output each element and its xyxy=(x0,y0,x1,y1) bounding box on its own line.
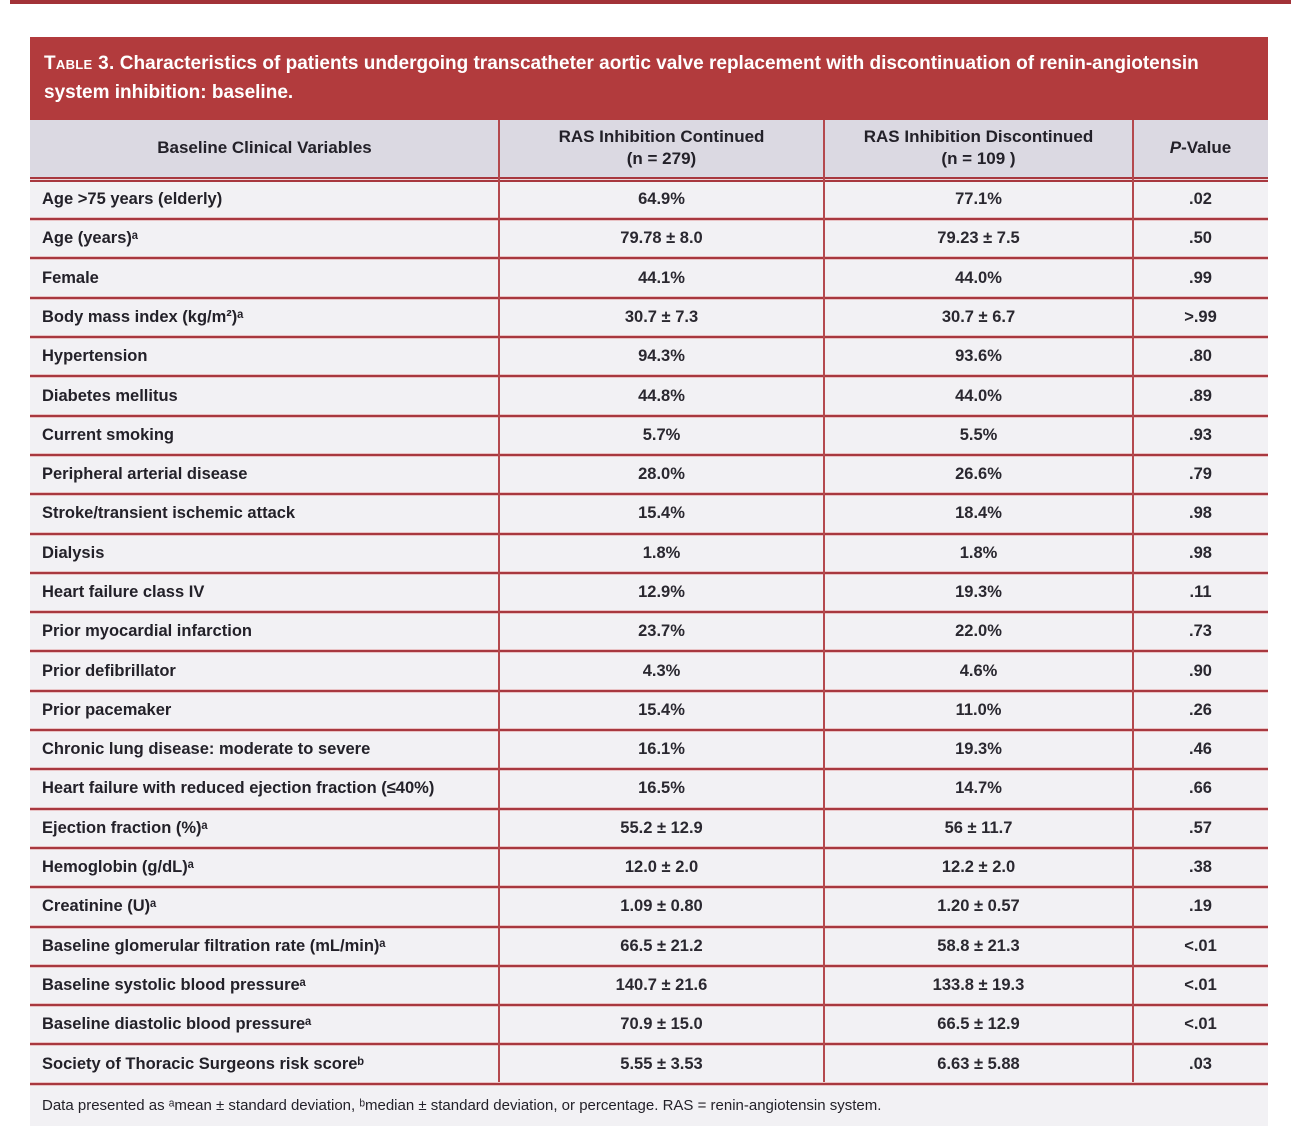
row-label: Dialysis xyxy=(42,543,105,562)
table-row xyxy=(30,929,1268,964)
row-label: Creatinine (U)ᵃ xyxy=(42,897,157,916)
ras-continued-value: 66.5 ± 21.2 xyxy=(620,936,703,955)
table-row xyxy=(30,850,1268,885)
ras-discontinued-value: 1.8% xyxy=(959,543,998,562)
ras-discontinued-value: 77.1% xyxy=(955,190,1002,209)
table-header-row xyxy=(30,120,1268,177)
row-label: Prior defibrillator xyxy=(42,661,176,680)
table-row xyxy=(30,771,1268,806)
p-value: .26 xyxy=(1189,700,1212,719)
p-value: .79 xyxy=(1189,465,1212,484)
footnote-text: Data presented as ᵃmean ± standard deviation, ᵇmedian ± standard deviation, or percentage. RAS = renin-angiotensin system. xyxy=(42,1097,882,1115)
p-value: .66 xyxy=(1189,779,1212,798)
p-value: .03 xyxy=(1189,1054,1212,1073)
table-footnote xyxy=(30,1086,1268,1126)
ras-continued-value: 5.7% xyxy=(642,425,681,444)
p-value: .19 xyxy=(1189,897,1212,916)
p-value: .93 xyxy=(1189,425,1212,444)
p-value: >.99 xyxy=(1184,307,1217,326)
ras-continued-value: 55.2 ± 12.9 xyxy=(620,818,703,837)
p-value: .11 xyxy=(1189,582,1212,601)
p-value: <.01 xyxy=(1184,1015,1217,1034)
ras-discontinued-value: 5.5% xyxy=(959,425,998,444)
ras-discontinued-value: 93.6% xyxy=(955,347,1002,366)
ras-continued-value: 30.7 ± 7.3 xyxy=(624,307,699,326)
ras-continued-value: 15.4% xyxy=(638,504,685,523)
ras-continued-value: 16.5% xyxy=(638,779,685,798)
column-divider-3 xyxy=(1132,120,1134,1082)
ras-discontinued-value: 133.8 ± 19.3 xyxy=(932,975,1025,994)
row-label: Prior myocardial infarction xyxy=(42,622,252,641)
ras-continued-value: 23.7% xyxy=(638,622,685,641)
table-row xyxy=(30,221,1268,256)
ras-discontinued-value: 58.8 ± 21.3 xyxy=(937,936,1020,955)
row-label: Prior pacemaker xyxy=(42,700,172,719)
row-label: Chronic lung disease: moderate to severe xyxy=(42,740,371,759)
table-row xyxy=(30,378,1268,413)
table-row xyxy=(30,457,1268,492)
ras-discontinued-value: 19.3% xyxy=(955,740,1002,759)
column-divider-2 xyxy=(823,120,825,1082)
row-label: Hypertension xyxy=(42,347,148,366)
row-label: Baseline systolic blood pressureᵃ xyxy=(42,975,306,994)
table-title-number: Table 3. xyxy=(44,53,115,74)
ras-discontinued-value: 44.0% xyxy=(955,268,1002,287)
ras-discontinued-value: 1.20 ± 0.57 xyxy=(937,897,1020,916)
table-row xyxy=(30,300,1268,335)
p-value: <.01 xyxy=(1184,936,1217,955)
table-body xyxy=(30,177,1268,1082)
table-row xyxy=(30,968,1268,1003)
row-label: Peripheral arterial disease xyxy=(42,465,248,484)
ras-continued-value: 12.9% xyxy=(638,582,685,601)
row-label: Female xyxy=(42,268,99,287)
p-value: .99 xyxy=(1189,268,1212,287)
p-value: .90 xyxy=(1189,661,1212,680)
ras-continued-value: 64.9% xyxy=(638,190,685,209)
table-row xyxy=(30,889,1268,924)
table-title xyxy=(30,37,1268,120)
row-label: Current smoking xyxy=(42,425,175,444)
ras-continued-value: 16.1% xyxy=(638,740,685,759)
row-label: Ejection fraction (%)ᵃ xyxy=(42,818,208,837)
header-p-value xyxy=(1133,120,1268,177)
row-label: Society of Thoracic Surgeons risk scoreᵇ xyxy=(42,1054,364,1073)
ras-discontinued-value: 30.7 ± 6.7 xyxy=(941,307,1016,326)
row-label: Stroke/transient ischemic attack xyxy=(42,504,296,523)
ras-discontinued-value: 66.5 ± 12.9 xyxy=(937,1015,1020,1034)
ras-continued-value: 140.7 ± 21.6 xyxy=(615,975,708,994)
table-row xyxy=(30,732,1268,767)
ras-discontinued-value: 44.0% xyxy=(955,386,1002,405)
p-value: .02 xyxy=(1189,190,1212,209)
ras-discontinued-value: 22.0% xyxy=(955,622,1002,641)
header-col4-label xyxy=(1170,137,1231,159)
header-p-italic: P xyxy=(1169,138,1182,158)
table-row xyxy=(30,653,1268,688)
ras-continued-value: 4.3% xyxy=(642,661,681,680)
p-value: .98 xyxy=(1189,543,1212,562)
header-ras-continued xyxy=(499,120,824,177)
table-3 xyxy=(30,37,1268,1126)
row-label: Heart failure with reduced ejection fraction (≤40%) xyxy=(42,779,435,798)
header-baseline-clinical-variables xyxy=(30,120,499,177)
ras-continued-value: 28.0% xyxy=(638,465,685,484)
p-value: .98 xyxy=(1189,504,1212,523)
table-row xyxy=(30,536,1268,571)
ras-continued-value: 1.8% xyxy=(642,543,681,562)
ras-discontinued-value: 12.2 ± 2.0 xyxy=(941,858,1016,877)
table-row xyxy=(30,614,1268,649)
p-value: .50 xyxy=(1189,229,1212,248)
ras-discontinued-value: 19.3% xyxy=(955,582,1002,601)
p-value: <.01 xyxy=(1184,975,1217,994)
ras-continued-value: 70.9 ± 15.0 xyxy=(620,1015,703,1034)
table-row xyxy=(30,496,1268,531)
ras-continued-value: 12.0 ± 2.0 xyxy=(624,858,699,877)
ras-discontinued-value: 18.4% xyxy=(955,504,1002,523)
table-row xyxy=(30,575,1268,610)
row-label: Heart failure class IV xyxy=(42,582,205,601)
header-ras-discontinued xyxy=(824,120,1133,177)
ras-discontinued-value: 79.23 ± 7.5 xyxy=(937,229,1020,248)
row-label: Age >75 years (elderly) xyxy=(42,190,223,209)
ras-discontinued-value: 26.6% xyxy=(955,465,1002,484)
ras-continued-value: 1.09 ± 0.80 xyxy=(620,897,703,916)
ras-continued-value: 94.3% xyxy=(638,347,685,366)
table-row xyxy=(30,260,1268,295)
row-label: Body mass index (kg/m²)ᵃ xyxy=(42,307,244,326)
row-label: Baseline glomerular filtration rate (mL/min)ᵃ xyxy=(42,936,386,955)
ras-continued-value: 44.8% xyxy=(638,386,685,405)
header-col1-label: Baseline Clinical Variables xyxy=(157,138,372,158)
p-value: .80 xyxy=(1189,347,1212,366)
table-row xyxy=(30,339,1268,374)
ras-continued-value: 5.55 ± 3.53 xyxy=(620,1054,703,1073)
ras-discontinued-value: 11.0% xyxy=(955,700,1002,719)
p-value: .38 xyxy=(1189,858,1212,877)
p-value: .57 xyxy=(1189,818,1212,837)
header-p-rest: -Value xyxy=(1181,138,1232,158)
ras-discontinued-value: 6.63 ± 5.88 xyxy=(937,1054,1020,1073)
column-divider-1 xyxy=(498,120,500,1082)
row-label: Hemoglobin (g/dL)ᵃ xyxy=(42,858,194,877)
table-row xyxy=(30,1007,1268,1042)
table-row xyxy=(30,1046,1268,1081)
table-row xyxy=(30,418,1268,453)
header-col2-line2: (n = 279) xyxy=(626,149,697,169)
table-row xyxy=(30,182,1268,217)
header-col3-line1: RAS Inhibition Discontinued xyxy=(863,127,1094,147)
table-row xyxy=(30,811,1268,846)
row-label: Diabetes mellitus xyxy=(42,386,178,405)
ras-continued-value: 44.1% xyxy=(638,268,685,287)
header-col2-line1: RAS Inhibition Continued xyxy=(558,127,765,147)
p-value: .89 xyxy=(1189,386,1212,405)
row-label: Baseline diastolic blood pressureᵃ xyxy=(42,1015,312,1034)
row-label: Age (years)ᵃ xyxy=(42,229,139,248)
ras-discontinued-value: 56 ± 11.7 xyxy=(944,818,1013,837)
table-title-text: Characteristics of patients undergoing transcatheter aortic valve replacement with discontinuation of renin-angiotensin system inhibition: baseline. xyxy=(44,53,1199,104)
top-rule xyxy=(10,0,1291,4)
table-row xyxy=(30,693,1268,728)
header-col3-line2: (n = 109 ) xyxy=(941,149,1016,169)
ras-continued-value: 79.78 ± 8.0 xyxy=(620,229,703,248)
p-value: .73 xyxy=(1189,622,1212,641)
ras-discontinued-value: 4.6% xyxy=(959,661,998,680)
ras-discontinued-value: 14.7% xyxy=(955,779,1002,798)
table-grid xyxy=(30,120,1268,1082)
p-value: .46 xyxy=(1189,740,1212,759)
ras-continued-value: 15.4% xyxy=(638,700,685,719)
